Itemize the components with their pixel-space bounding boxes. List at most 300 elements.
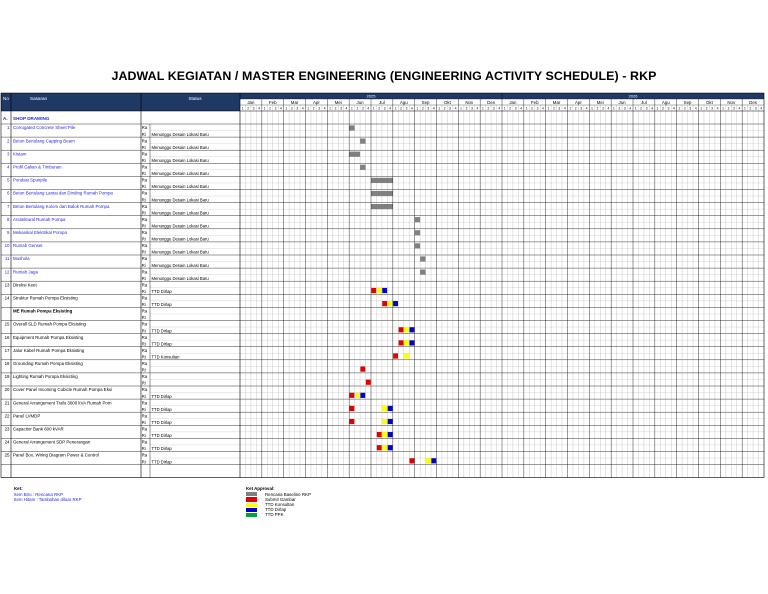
approval-marker-yellow — [404, 340, 409, 345]
plan-bar — [349, 125, 354, 130]
row-name: ME Rumah Pompa Eksisting — [13, 308, 73, 314]
row-ri: Ri — [141, 249, 146, 255]
week-label: 1 — [503, 106, 506, 111]
month-label: Agu — [661, 99, 670, 105]
row-ra: Ra — [141, 439, 148, 445]
row-ri: Ri — [141, 223, 146, 229]
week-label: 1 — [307, 106, 310, 111]
row-number: 6 — [7, 190, 10, 196]
row-name: General Arrangement Trafo 3000 kVA Rumah Pom — [13, 400, 112, 406]
approval-marker-red — [371, 288, 376, 293]
row-ri: Ri — [141, 275, 146, 281]
approval-legend-title: Ket Approval: — [246, 486, 275, 491]
week-label: 2 — [269, 106, 271, 111]
row-number: 7 — [7, 203, 10, 209]
week-label: 2 — [509, 106, 512, 111]
row-ra: Ra — [141, 400, 148, 406]
row-status: TTD Dirlap — [151, 459, 172, 465]
week-label: 2 — [356, 106, 359, 111]
row-ra: Ra — [141, 243, 148, 249]
week-label: 4 — [258, 106, 260, 111]
row-ra: Ra — [141, 230, 148, 235]
approval-item-submit: Submit Gambar — [246, 497, 275, 502]
row-ra: Ra — [141, 295, 148, 301]
month-label: Sep — [421, 99, 430, 105]
row-name: Jalur Kabel Rumah Pompa Eksisting — [13, 347, 85, 353]
row-name: Rumah Genset — [13, 243, 43, 249]
row-number: 14 — [4, 295, 10, 301]
year-label: 2026 — [628, 93, 638, 99]
row-name: Lighting Rumah Pompa Eksisting — [13, 374, 78, 380]
month-label: Des — [487, 99, 495, 105]
row-ra: Ra — [141, 361, 148, 366]
week-label: 3 — [318, 106, 321, 111]
week-label: 1 — [438, 106, 441, 111]
approval-marker-blue — [388, 445, 393, 450]
week-label: 3 — [471, 106, 473, 111]
week-label: 4 — [389, 106, 391, 111]
row-number: 12 — [4, 269, 10, 275]
approval-marker-yellow — [377, 288, 382, 293]
row-ra: Ra — [141, 190, 148, 196]
row-name: General Arrangement SDP Penerangan — [13, 439, 91, 445]
week-label: 1 — [656, 106, 659, 111]
approval-marker-red — [382, 301, 387, 306]
row-status: TTD Dirlap — [151, 289, 172, 294]
week-label: 4 — [607, 106, 610, 111]
swatch-dirlap — [246, 508, 257, 512]
week-label: 1 — [722, 106, 724, 111]
swatch-submit — [246, 497, 257, 501]
week-label: 3 — [361, 106, 364, 111]
row-status: Menunggu Desain Lokasi Baru — [151, 158, 209, 163]
week-label: 3 — [754, 106, 757, 111]
week-label: 3 — [711, 106, 714, 111]
row-number: 13 — [4, 282, 10, 288]
row-number: 21 — [4, 400, 10, 406]
week-label: 4 — [629, 106, 632, 111]
row-number: 23 — [4, 426, 10, 432]
month-label: Jan — [509, 99, 517, 105]
plan-bar — [415, 243, 420, 248]
approval-marker-yellow — [382, 419, 387, 424]
row-name: Grounding Rumah Pompa Eksisting — [13, 361, 83, 366]
week-label: 1 — [634, 106, 637, 111]
week-label: 1 — [329, 106, 331, 111]
row-status: TTD Dirlap — [151, 406, 172, 412]
row-status: TTD Dirlap — [151, 420, 172, 425]
row-ra: Ra — [141, 387, 148, 393]
week-label: 1 — [547, 106, 550, 111]
row-name: Panel LVMDP — [13, 413, 41, 419]
legend-item-black: Item Hitam : Tambahan diluar RKP — [14, 497, 82, 503]
row-ri: Ri — [141, 367, 146, 373]
row-status: TTD Dirlap — [151, 446, 172, 452]
row-number: 22 — [4, 413, 10, 419]
week-label: 4 — [323, 106, 326, 111]
week-label: 1 — [351, 106, 353, 111]
month-label: Apr — [312, 99, 320, 105]
approval-marker-yellow — [426, 458, 431, 463]
approval-marker-yellow — [382, 445, 387, 450]
row-ra: Ra — [141, 452, 148, 458]
month-label: Sep — [683, 99, 692, 105]
week-label: 2 — [552, 106, 555, 111]
week-label: 3 — [405, 106, 408, 111]
month-label: Feb — [268, 99, 277, 105]
approval-marker-red — [377, 445, 382, 450]
row-ra: Ra — [141, 334, 148, 340]
swatch-ppk — [246, 513, 257, 517]
row-status: TTD Dirlap — [151, 433, 172, 439]
swatch-baseline — [246, 492, 257, 496]
row-ri: Ri — [141, 144, 146, 150]
week-label: 1 — [569, 106, 572, 111]
row-number: 25 — [4, 452, 10, 458]
row-name: Beton Bertulang Capping Beam — [13, 138, 75, 144]
row-number: 15 — [4, 321, 10, 327]
approval-marker-yellow — [355, 393, 360, 398]
row-ri: Ri — [141, 197, 146, 203]
week-label: 2 — [247, 106, 250, 111]
approval-marker-red — [399, 340, 404, 345]
week-label: 1 — [525, 106, 528, 111]
week-label: 3 — [492, 106, 495, 111]
row-ri: Ri — [141, 459, 146, 465]
row-number: 4 — [7, 164, 10, 170]
row-number: 18 — [4, 361, 10, 366]
row-status: Menunggu Desain Lokasi Baru — [151, 249, 209, 255]
month-label: Okt — [443, 99, 451, 105]
week-label: 3 — [623, 106, 626, 111]
row-ri: Ri — [141, 262, 146, 268]
week-label: 3 — [252, 106, 255, 111]
approval-item-dirlap: TTD Dirlap — [246, 507, 275, 512]
week-label: 3 — [602, 106, 604, 111]
row-ri: Ri — [141, 328, 146, 334]
week-label: 2 — [443, 106, 446, 111]
week-label: 4 — [738, 106, 741, 111]
row-number: 20 — [4, 387, 10, 393]
week-label: 2 — [531, 106, 533, 111]
plan-bar — [420, 270, 425, 275]
approval-marker-red — [377, 432, 382, 437]
week-label: 4 — [367, 106, 370, 111]
approval-marker-yellow — [388, 301, 393, 306]
week-label: 4 — [345, 106, 348, 111]
month-label: Feb — [530, 99, 539, 105]
month-label: Apr — [574, 99, 582, 105]
row-ra: Ra — [141, 125, 148, 131]
row-status: Menunggu Desain Lokasi Baru — [151, 184, 209, 190]
approval-item-konsultan: TTD Konsultan — [246, 502, 275, 507]
row-name: Corrugated Concrete Sheet Pile — [13, 125, 76, 131]
week-label: 4 — [454, 106, 457, 111]
week-label: 2 — [465, 106, 468, 111]
approval-marker-red — [349, 406, 354, 411]
week-label: 2 — [400, 106, 402, 111]
month-label: Jan — [247, 99, 255, 105]
row-ri: Ri — [141, 420, 146, 425]
approval-marker-blue — [360, 393, 365, 398]
row-ri: Ri — [141, 315, 146, 321]
week-label: 1 — [613, 106, 615, 111]
approval-marker-red — [410, 458, 415, 463]
week-label: 2 — [378, 106, 381, 111]
header-no: No — [3, 96, 9, 101]
row-ri: Ri — [141, 210, 146, 216]
week-label: 3 — [383, 106, 386, 111]
row-name: Mekanikal Elektrikal Pompa — [13, 230, 67, 235]
week-label: 3 — [274, 106, 277, 111]
approval-legend — [246, 486, 311, 518]
row-number: 10 — [4, 243, 10, 249]
row-ri: Ri — [141, 184, 146, 190]
month-label: Agu — [399, 99, 408, 105]
week-label: 2 — [421, 106, 424, 111]
week-label: 4 — [760, 106, 763, 111]
month-label: Mei — [596, 99, 604, 105]
week-label: 1 — [285, 106, 288, 111]
week-label: 1 — [460, 106, 462, 111]
page-title: JADWAL KEGIATAN / MASTER ENGINEERING (ENGINEERING ACTIVITY SCHEDULE) - RKP — [111, 69, 657, 83]
row-ri: Ri — [141, 341, 146, 347]
week-label: 1 — [263, 106, 266, 111]
approval-marker-yellow — [382, 432, 387, 437]
row-ri: Ri — [141, 302, 146, 308]
row-name: Beton Bertulang Kolom dan Balok Rumah Pompa — [13, 203, 110, 209]
approval-marker-red — [393, 353, 398, 358]
row-name: Equipment Rumah Pompa Eksisting — [13, 334, 84, 340]
row-status: Menunggu Desain Lokasi Baru — [151, 236, 209, 242]
row-ri: Ri — [141, 289, 146, 294]
row-name: Cover Panel Incoming Cubicle Rumah Pompa Eksi — [13, 387, 113, 393]
row-ra: Ra — [141, 347, 148, 353]
row-status: TTD Dirlap — [151, 393, 172, 399]
row-number: 1 — [7, 125, 10, 131]
row-name: Pondasi Spunpile — [13, 177, 48, 183]
row-name: Struktur Rumah Pompa Eksisting — [13, 295, 78, 301]
row-name: Rumah Jaga — [13, 269, 38, 275]
row-name: Kistam — [13, 151, 27, 157]
approval-marker-red — [360, 367, 365, 372]
row-status: Menunggu Desain Lokasi Baru — [151, 171, 209, 177]
week-label: 3 — [340, 106, 342, 111]
week-label: 3 — [580, 106, 583, 111]
approval-marker-blue — [388, 432, 393, 437]
week-label: 2 — [334, 106, 337, 111]
row-name: Capacitor Bank 600 kVAR — [13, 426, 64, 432]
week-label: 1 — [416, 106, 419, 111]
row-ra: Ra — [141, 321, 148, 327]
row-number: 9 — [7, 230, 10, 235]
row-ri: Ri — [141, 131, 146, 137]
row-number: 16 — [4, 334, 10, 340]
row-ri: Ri — [141, 446, 146, 452]
week-label: 2 — [705, 106, 708, 111]
week-label: 3 — [645, 106, 648, 111]
approval-marker-red — [349, 393, 354, 398]
approval-marker-yellow — [382, 406, 387, 411]
approval-marker-red — [366, 380, 371, 385]
approval-marker-blue — [431, 458, 436, 463]
row-ra: Ra — [141, 256, 148, 262]
approval-marker-yellow — [404, 327, 409, 332]
week-label: 2 — [640, 106, 643, 111]
header-sasaran: Sasaran — [30, 96, 48, 101]
week-label: 1 — [591, 106, 593, 111]
row-status: TTD Dirlap — [151, 328, 172, 334]
row-ri: Ri — [141, 406, 146, 412]
month-label: Jun — [356, 99, 364, 105]
row-number: 24 — [4, 439, 10, 445]
month-label: Mar — [290, 99, 299, 105]
week-label: 4 — [673, 106, 675, 111]
plan-bar — [360, 139, 365, 144]
month-label: Mei — [334, 99, 342, 105]
week-label: 3 — [667, 106, 670, 111]
week-label: 2 — [290, 106, 293, 111]
week-label: 2 — [683, 106, 686, 111]
row-number: 11 — [4, 256, 10, 262]
week-label: 2 — [596, 106, 599, 111]
week-label: 4 — [542, 106, 544, 111]
row-ra: Ra — [141, 308, 148, 314]
week-label: 3 — [733, 106, 735, 111]
week-label: 4 — [432, 106, 435, 111]
week-label: 1 — [482, 106, 484, 111]
plan-bar — [420, 256, 425, 261]
approval-marker-red — [349, 419, 354, 424]
row-ri: Ri — [141, 171, 146, 177]
month-label: Jun — [618, 99, 626, 105]
row-name: Beton Bertulang Lantai dan Dinding Rumah Pompa — [13, 190, 113, 196]
week-label: 1 — [744, 106, 746, 111]
week-label: 2 — [312, 106, 315, 111]
row-ra: Ra — [141, 216, 148, 222]
row-ri: Ri — [141, 380, 146, 386]
week-label: 4 — [411, 106, 413, 111]
row-number: 17 — [4, 347, 10, 353]
week-label: 1 — [394, 106, 397, 111]
row-ra: Ra — [141, 269, 148, 275]
approval-item-baseline: Rencana Baseline RKP — [246, 492, 275, 497]
row-ra: Ra — [141, 164, 148, 170]
month-label: Jul — [641, 99, 647, 105]
month-label: Jul — [379, 99, 385, 105]
row-status: Menunggu Desain Lokasi Baru — [151, 223, 209, 229]
row-name: Arsitektural Rumah Pompa — [13, 216, 66, 222]
week-label: 3 — [514, 106, 517, 111]
row-ra: Ra — [141, 151, 148, 157]
week-label: 1 — [241, 106, 244, 111]
row-name: Panel Box, Wiring Diagram Power & Control — [13, 452, 99, 458]
week-label: 4 — [694, 106, 697, 111]
approval-marker-blue — [410, 340, 415, 345]
month-label: Mar — [552, 99, 561, 105]
row-ra: Ra — [141, 374, 148, 380]
row-number: 8 — [7, 216, 10, 222]
row-ra: Ra — [141, 282, 148, 288]
row-ra: Ra — [141, 138, 148, 144]
row-status: Menunggu Desain Lokasi Baru — [151, 262, 209, 268]
month-label: Okt — [705, 99, 713, 105]
week-label: 2 — [662, 106, 664, 111]
row-ra: Ra — [141, 203, 148, 209]
week-label: 2 — [727, 106, 730, 111]
week-label: 1 — [678, 106, 681, 111]
approval-item-ppk: TTD PPK — [246, 512, 275, 517]
row-status: Menunggu Desain Lokasi Baru — [151, 131, 209, 137]
row-ri: Ri — [141, 433, 146, 439]
row-status: TTD Dirlap — [151, 341, 172, 347]
week-label: 1 — [372, 106, 375, 111]
row-name: Direksi Keet — [13, 282, 37, 288]
approval-marker-blue — [410, 327, 415, 332]
month-label: Nov — [465, 99, 474, 105]
approval-marker-yellow — [404, 353, 409, 358]
year-label: 2025 — [366, 93, 376, 99]
row-number: 19 — [4, 374, 10, 380]
legend-title: Ket: — [14, 486, 23, 491]
row-ra: Ra — [141, 413, 148, 419]
week-label: 2 — [618, 106, 621, 111]
week-label: 1 — [700, 106, 703, 111]
week-label: 4 — [280, 106, 282, 111]
week-label: 4 — [716, 106, 719, 111]
month-label: Nov — [727, 99, 736, 105]
row-status: Menunggu Desain Lokasi Baru — [151, 210, 209, 216]
week-label: 4 — [585, 106, 588, 111]
week-label: 3 — [296, 106, 299, 111]
approval-marker-blue — [393, 301, 398, 306]
row-name: Overall SLD Rumah Pompa Eksisting — [13, 321, 86, 327]
row-name: Profil Galian & Timbunan — [13, 164, 62, 170]
week-label: 3 — [536, 106, 539, 111]
week-label: 3 — [449, 106, 452, 111]
row-name: Mushola — [13, 256, 30, 262]
row-status: Menunggu Desain Lokasi Baru — [151, 197, 209, 203]
week-label: 4 — [651, 106, 653, 111]
row-number: 2 — [7, 138, 10, 144]
row-ri: Ri — [141, 354, 146, 360]
header-status: Status — [188, 96, 202, 101]
week-label: 2 — [487, 106, 490, 111]
plan-bar — [360, 165, 365, 170]
row-number: 3 — [7, 151, 10, 157]
approval-marker-blue — [382, 288, 387, 293]
row-ra: Ra — [141, 177, 148, 183]
approval-marker-red — [399, 327, 404, 332]
row-ri: Ri — [141, 236, 146, 242]
week-label: 4 — [520, 106, 522, 111]
week-label: 2 — [574, 106, 577, 111]
week-label: 2 — [749, 106, 752, 111]
section-code: A. — [3, 116, 8, 121]
swatch-konsultan — [246, 503, 257, 507]
legend-item-blue: Item Biru : Rencana RKP — [14, 491, 64, 497]
week-label: 4 — [301, 106, 304, 111]
week-label: 4 — [498, 106, 501, 111]
row-ra: Ra — [141, 426, 148, 432]
row-number: 5 — [7, 177, 10, 183]
row-ri: Ri — [141, 158, 146, 163]
legend — [14, 486, 82, 503]
approval-marker-blue — [388, 419, 393, 424]
week-label: 4 — [563, 106, 566, 111]
week-label: 3 — [689, 106, 692, 111]
row-status: TTD Dirlap — [151, 302, 172, 308]
